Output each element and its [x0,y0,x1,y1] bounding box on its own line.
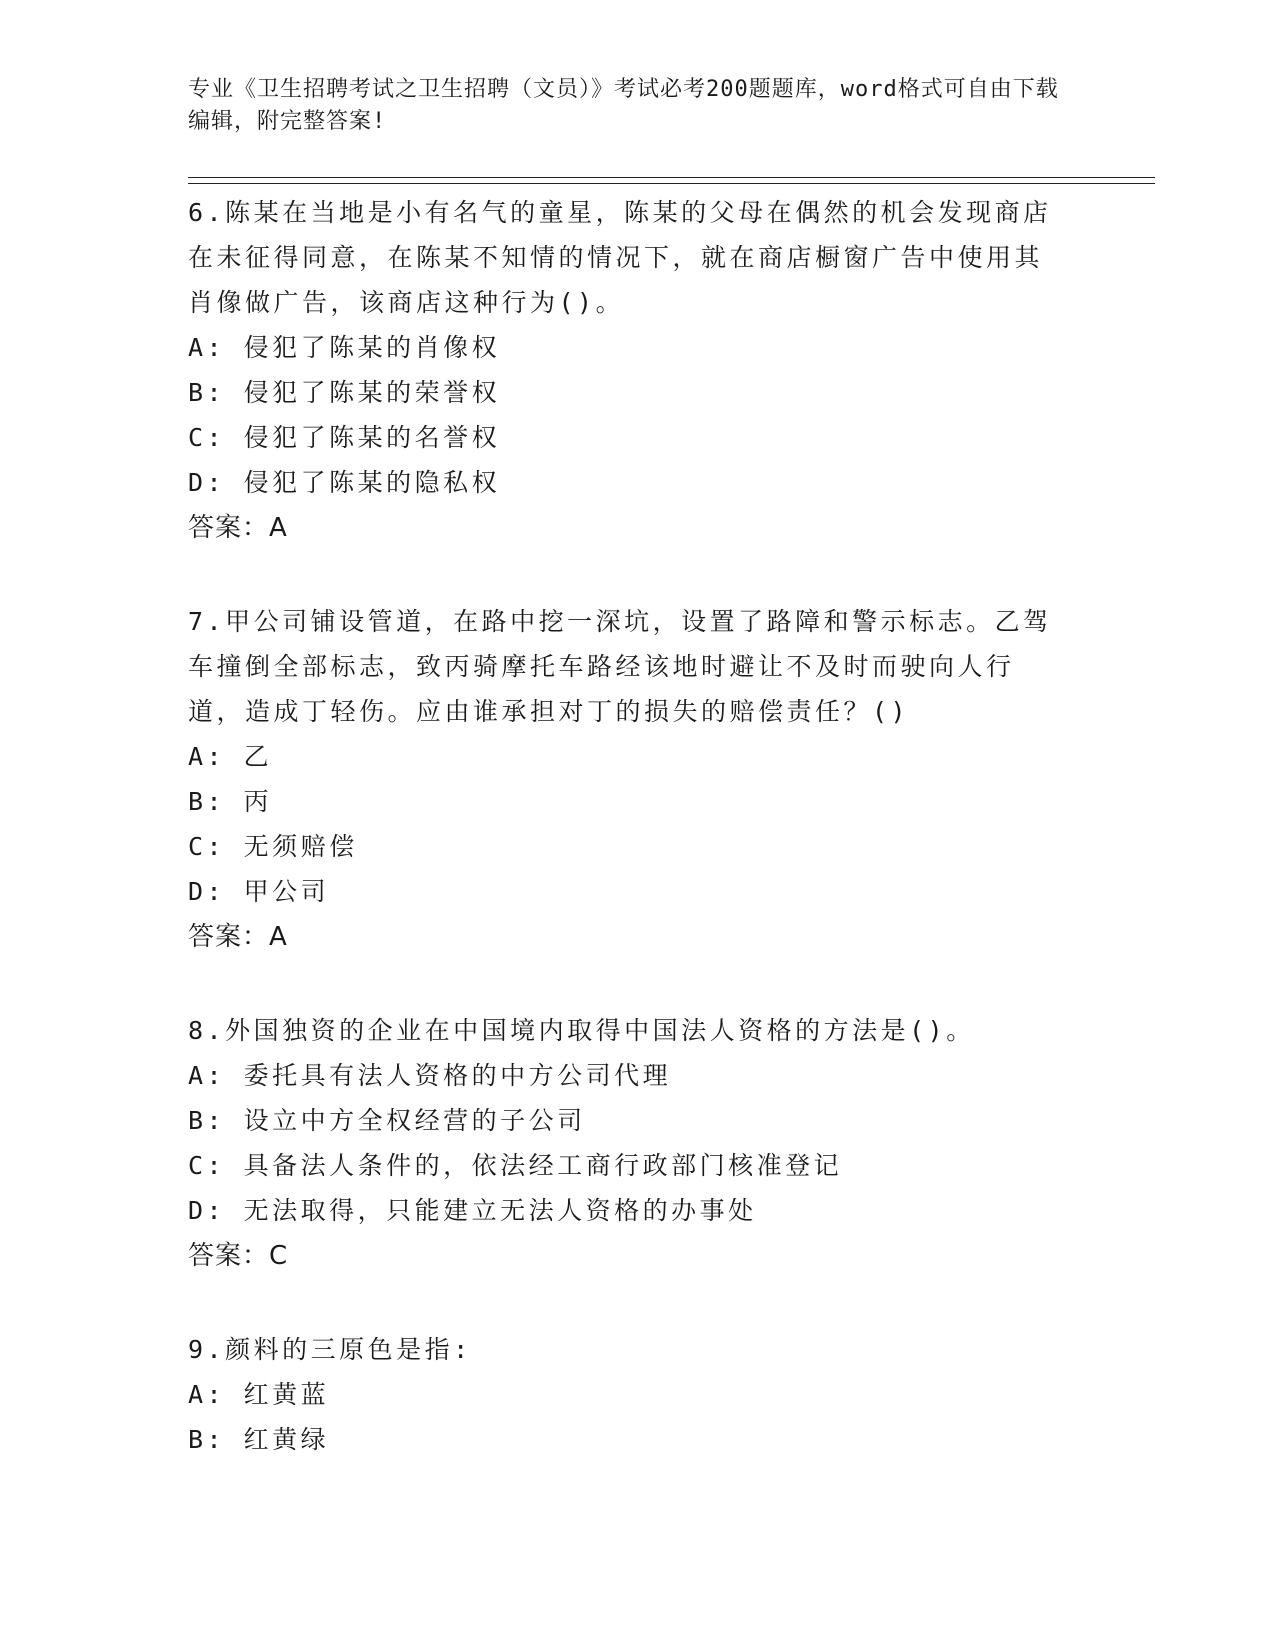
question-8 [188,1008,1068,1279]
option-d: D: 无法取得，只能建立无法人资格的办事处 [188,1196,757,1225]
question-stem: 7.甲公司铺设管道，在路中挖一深坑，设置了路障和警示标志。乙驾车撞倒全部标志，致丙骑摩托车路经该地时避让不及时而驶向人行道，造成丁轻伤。应由谁承担对丁的损失的赔偿责任？() [188,607,1052,726]
option-a: A: 委托具有法人资格的中方公司代理 [188,1061,672,1090]
answer-line: 答案：A [188,513,288,543]
question-7 [188,599,1068,960]
header-rule-top [188,177,1155,178]
option-b: B: 设立中方全权经营的子公司 [188,1106,586,1135]
question-list [188,190,1068,1462]
option-d: D: 侵犯了陈某的隐私权 [188,468,501,497]
question-stem: 9.颜料的三原色是指: [188,1335,472,1364]
option-a: A: 红黄蓝 [188,1380,330,1409]
question-spacer [188,960,1068,1008]
option-d: D: 甲公司 [188,877,330,906]
question-stem: 8.外国独资的企业在中国境内取得中国法人资格的方法是()。 [188,1016,975,1045]
question-9 [188,1327,1068,1462]
question-6 [188,190,1068,551]
option-b: B: 丙 [188,787,273,816]
question-stem: 6.陈某在当地是小有名气的童星，陈某的父母在偶然的机会发现商店在未征得同意，在陈某不知情的情况下，就在商店橱窗广告中使用其肖像做广告，该商店这种行为()。 [188,198,1052,317]
option-b: B: 侵犯了陈某的荣誉权 [188,378,501,407]
option-a: A: 侵犯了陈某的肖像权 [188,333,501,362]
option-c: C: 无须赔偿 [188,832,358,861]
question-spacer [188,551,1068,599]
option-a: A: 乙 [188,742,273,771]
option-c: C: 具备法人条件的，依法经工商行政部门核准登记 [188,1151,843,1180]
option-c: C: 侵犯了陈某的名誉权 [188,423,501,452]
question-spacer [188,1279,1068,1327]
document-header: 专业《卫生招聘考试之卫生招聘（文员）》考试必考200题题库，word格式可自由下载编辑，附完整答案! [188,77,1059,134]
option-b: B: 红黄绿 [188,1425,330,1454]
answer-line: 答案：A [188,922,288,952]
header-rule-bottom [188,183,1155,184]
answer-line: 答案：C [188,1241,289,1271]
